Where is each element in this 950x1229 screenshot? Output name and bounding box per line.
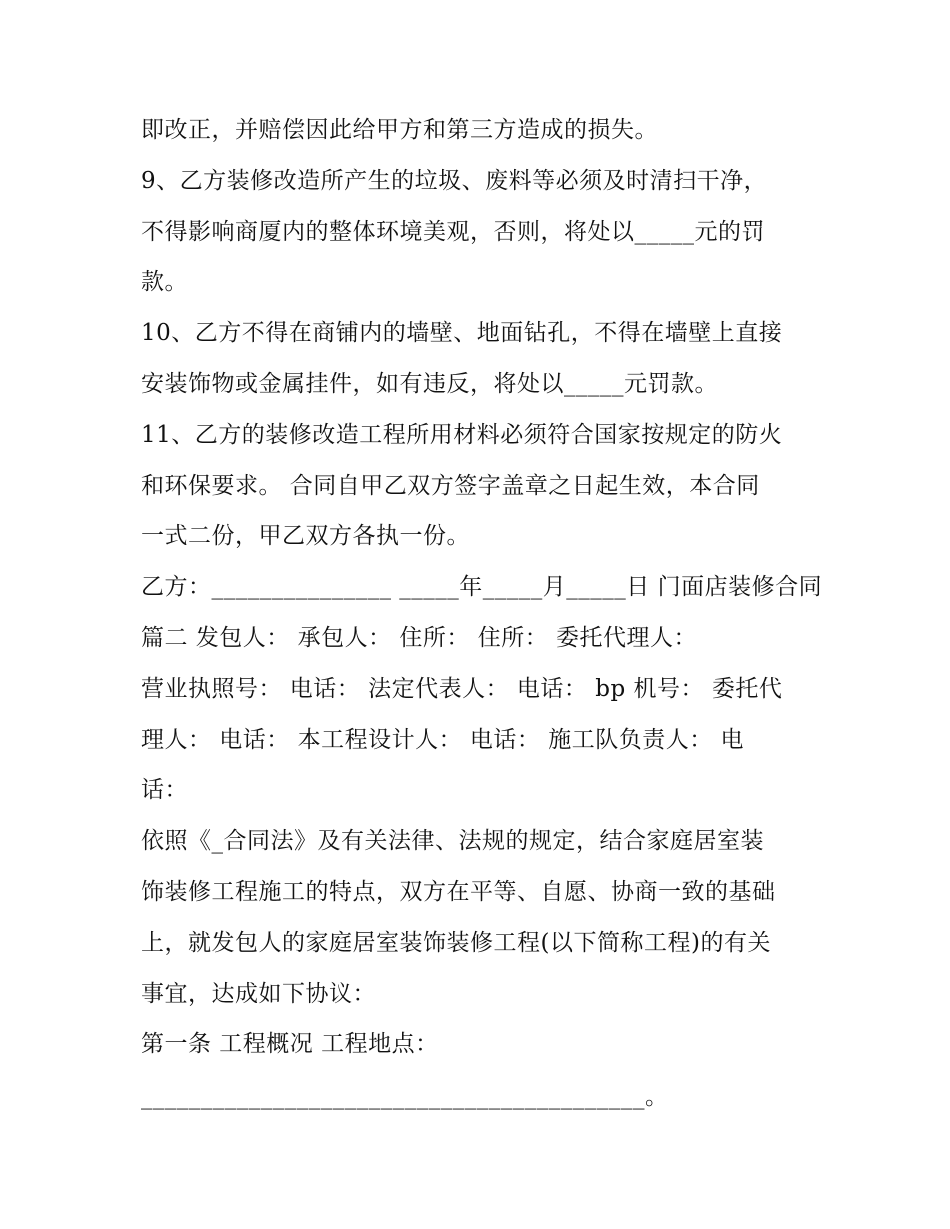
text-line-12: 营业执照号： 电话： 法定代表人： 电话： bp 机号： 委托代 xyxy=(141,676,783,702)
text-line-17: 上，就发包人的家庭居室装饰装修工程(以下简称工程)的有关 xyxy=(141,930,771,956)
text-line-16: 饰装修工程施工的特点，双方在平等、自愿、协商一致的基础 xyxy=(141,879,776,905)
text-line-18: 事宜，达成如下协议： xyxy=(141,981,376,1007)
text-line-8: 和环保要求。 合同自甲乙双方签字盖章之日起生效，本合同 xyxy=(141,473,760,499)
text-line-5: 10、乙方不得在商铺内的墙壁、地面钻孔，不得在墙壁上直接 xyxy=(141,320,783,346)
text-line-1: 即改正，并赔偿因此给甲方和第三方造成的损失。 xyxy=(141,117,658,143)
text-line-20: __________________________________________。 xyxy=(141,1084,669,1110)
text-line-14: 话： xyxy=(141,777,188,803)
text-line-7: 11、乙方的装修改造工程所用材料必须符合国家按规定的防火 xyxy=(141,422,783,448)
text-line-3: 不得影响商厦内的整体环境美观，否则，将处以_____元的罚 xyxy=(141,219,765,245)
text-line-4: 款。 xyxy=(141,269,188,295)
text-line-19: 第一条 工程概况 工程地点： xyxy=(141,1031,439,1057)
text-line-13: 理人： 电话： 本工程设计人： 电话： 施工队负责人： 电 xyxy=(141,727,745,753)
text-line-2: 9、乙方装修改造所产生的垃圾、废料等必须及时清扫干净， xyxy=(141,168,768,194)
text-line-9: 一式二份，甲乙双方各执一份。 xyxy=(141,523,470,549)
text-line-15: 依照《_合同法》及有关法律、法规的规定，结合家庭居室装 xyxy=(141,828,764,854)
text-line-10: 乙方：_______________ _____年_____月_____日 门面店装修合同 xyxy=(141,574,823,600)
text-line-11: 篇二 发包人： 承包人： 住所： 住所： 委托代理人： xyxy=(141,625,698,651)
text-line-6: 安装饰物或金属挂件，如有违反，将处以_____元罚款。 xyxy=(141,371,718,397)
